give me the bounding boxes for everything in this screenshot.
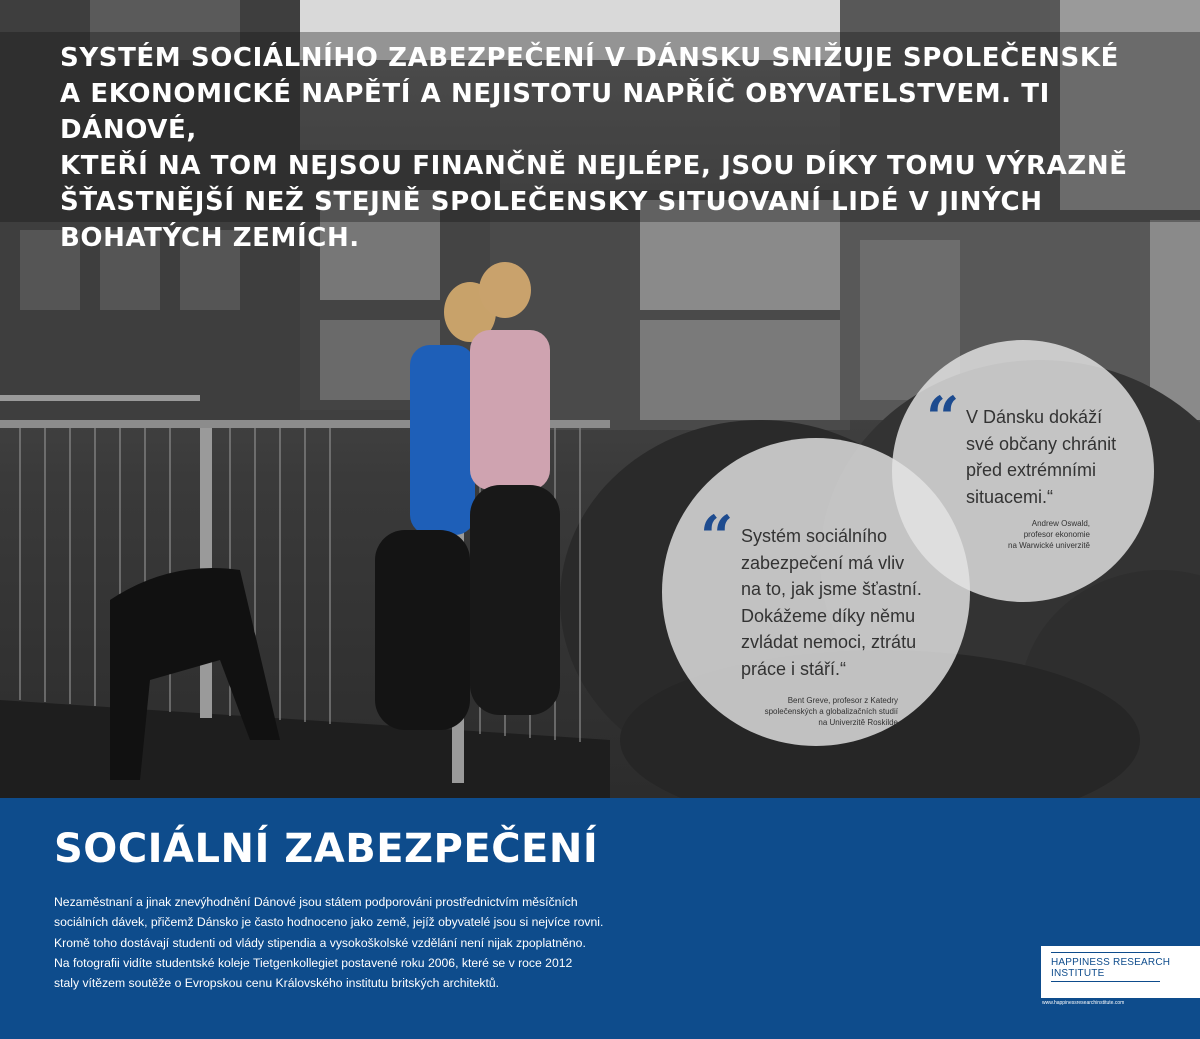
logo-line-2: INSTITUTE	[1051, 968, 1105, 979]
institute-url: www.happinessresearchinstitute.com	[1042, 1000, 1125, 1006]
body-line: Nezaměstnaní a jinak znevýhodnění Dánové jsou státem podporováni prostřednictvím měsíčních	[54, 895, 578, 909]
body-line: Na fotografii vidíte studentské koleje Tietgenkollegiet postavené roku 2006, které se v roce 2012	[54, 955, 573, 970]
headline-line: SYSTÉM SOCIÁLNÍHO ZABEZPEČENÍ V DÁNSKU SNIŽUJE SPOLEČENSKÉ	[60, 43, 1119, 73]
author-line: na Univerzitě Roskilde	[818, 718, 898, 727]
section-body	[54, 892, 674, 993]
info-section	[0, 798, 1200, 1039]
headline-line: A EKONOMICKÉ NAPĚTÍ A NEJISTOTU NAPŘÍČ OBYVATELSTVEM. TI DÁNOVÉ,	[60, 79, 1050, 145]
quote-line: před extrémními	[966, 460, 1097, 480]
author-line: na Warwické univerzitě	[1008, 541, 1090, 550]
logo-rule	[1051, 981, 1160, 982]
quote-line: na to, jak jsme šťastní.	[741, 579, 922, 599]
quote-line: zabezpečení má vliv	[741, 552, 905, 573]
headline-line: BOHATÝCH ZEMÍCH.	[60, 223, 360, 253]
quote-text-greve	[741, 523, 956, 682]
author-line: společenských a globalizačních studií	[764, 707, 898, 716]
quote-mark-icon: “	[926, 384, 960, 452]
quote-line: Dokážeme díky němu	[741, 605, 916, 626]
body-line: Kromě toho dostávají studenti od vlády stipendia a vysokoškolské vzdělání není nijak zpoplatněno.	[54, 935, 586, 950]
body-line: sociálních dávek, přičemž Dánsko je často hodnoceno jako země, jejíž obyvatelé jsou si nejvíce rovni.	[54, 915, 604, 930]
quote-line: zvládat nemoci, ztrátu	[741, 632, 917, 652]
section-title: SOCIÁLNÍ ZABEZPEČENÍ	[54, 826, 599, 872]
logo-rule	[1051, 952, 1160, 953]
quote-mark-icon: “	[700, 503, 734, 571]
body-line: staly vítězem soutěže o Evropskou cenu Královského institutu britských architektů.	[54, 976, 500, 991]
quote-author-oswald	[960, 518, 1090, 551]
quote-line: V Dánsku dokáží	[966, 407, 1103, 427]
headline	[60, 40, 1180, 256]
quote-line: Systém sociálního	[741, 526, 888, 546]
logo-line-1: HAPPINESS RESEARCH	[1051, 957, 1171, 968]
author-line: profesor ekonomie	[1023, 530, 1090, 539]
author-line: Bent Greve, profesor z Katedry	[787, 696, 898, 705]
quote-text-oswald	[966, 404, 1151, 510]
quote-author-greve	[720, 695, 898, 728]
headline-line: KTEŘÍ NA TOM NEJSOU FINANČNĚ NEJLÉPE, JSOU DÍKY TOMU VÝRAZNĚ	[60, 151, 1128, 181]
headline-line: ŠŤASTNĚJŠÍ NEŽ STEJNĚ SPOLEČENSKY SITUOVANÍ LIDÉ V JINÝCH	[60, 187, 1043, 217]
author-line: Andrew Oswald,	[1031, 519, 1090, 528]
quote-line: práce i stáří.“	[741, 658, 847, 679]
institute-logo	[1041, 946, 1200, 998]
quote-line: situacemi.“	[966, 486, 1054, 507]
quote-line: své občany chránit	[966, 433, 1117, 454]
